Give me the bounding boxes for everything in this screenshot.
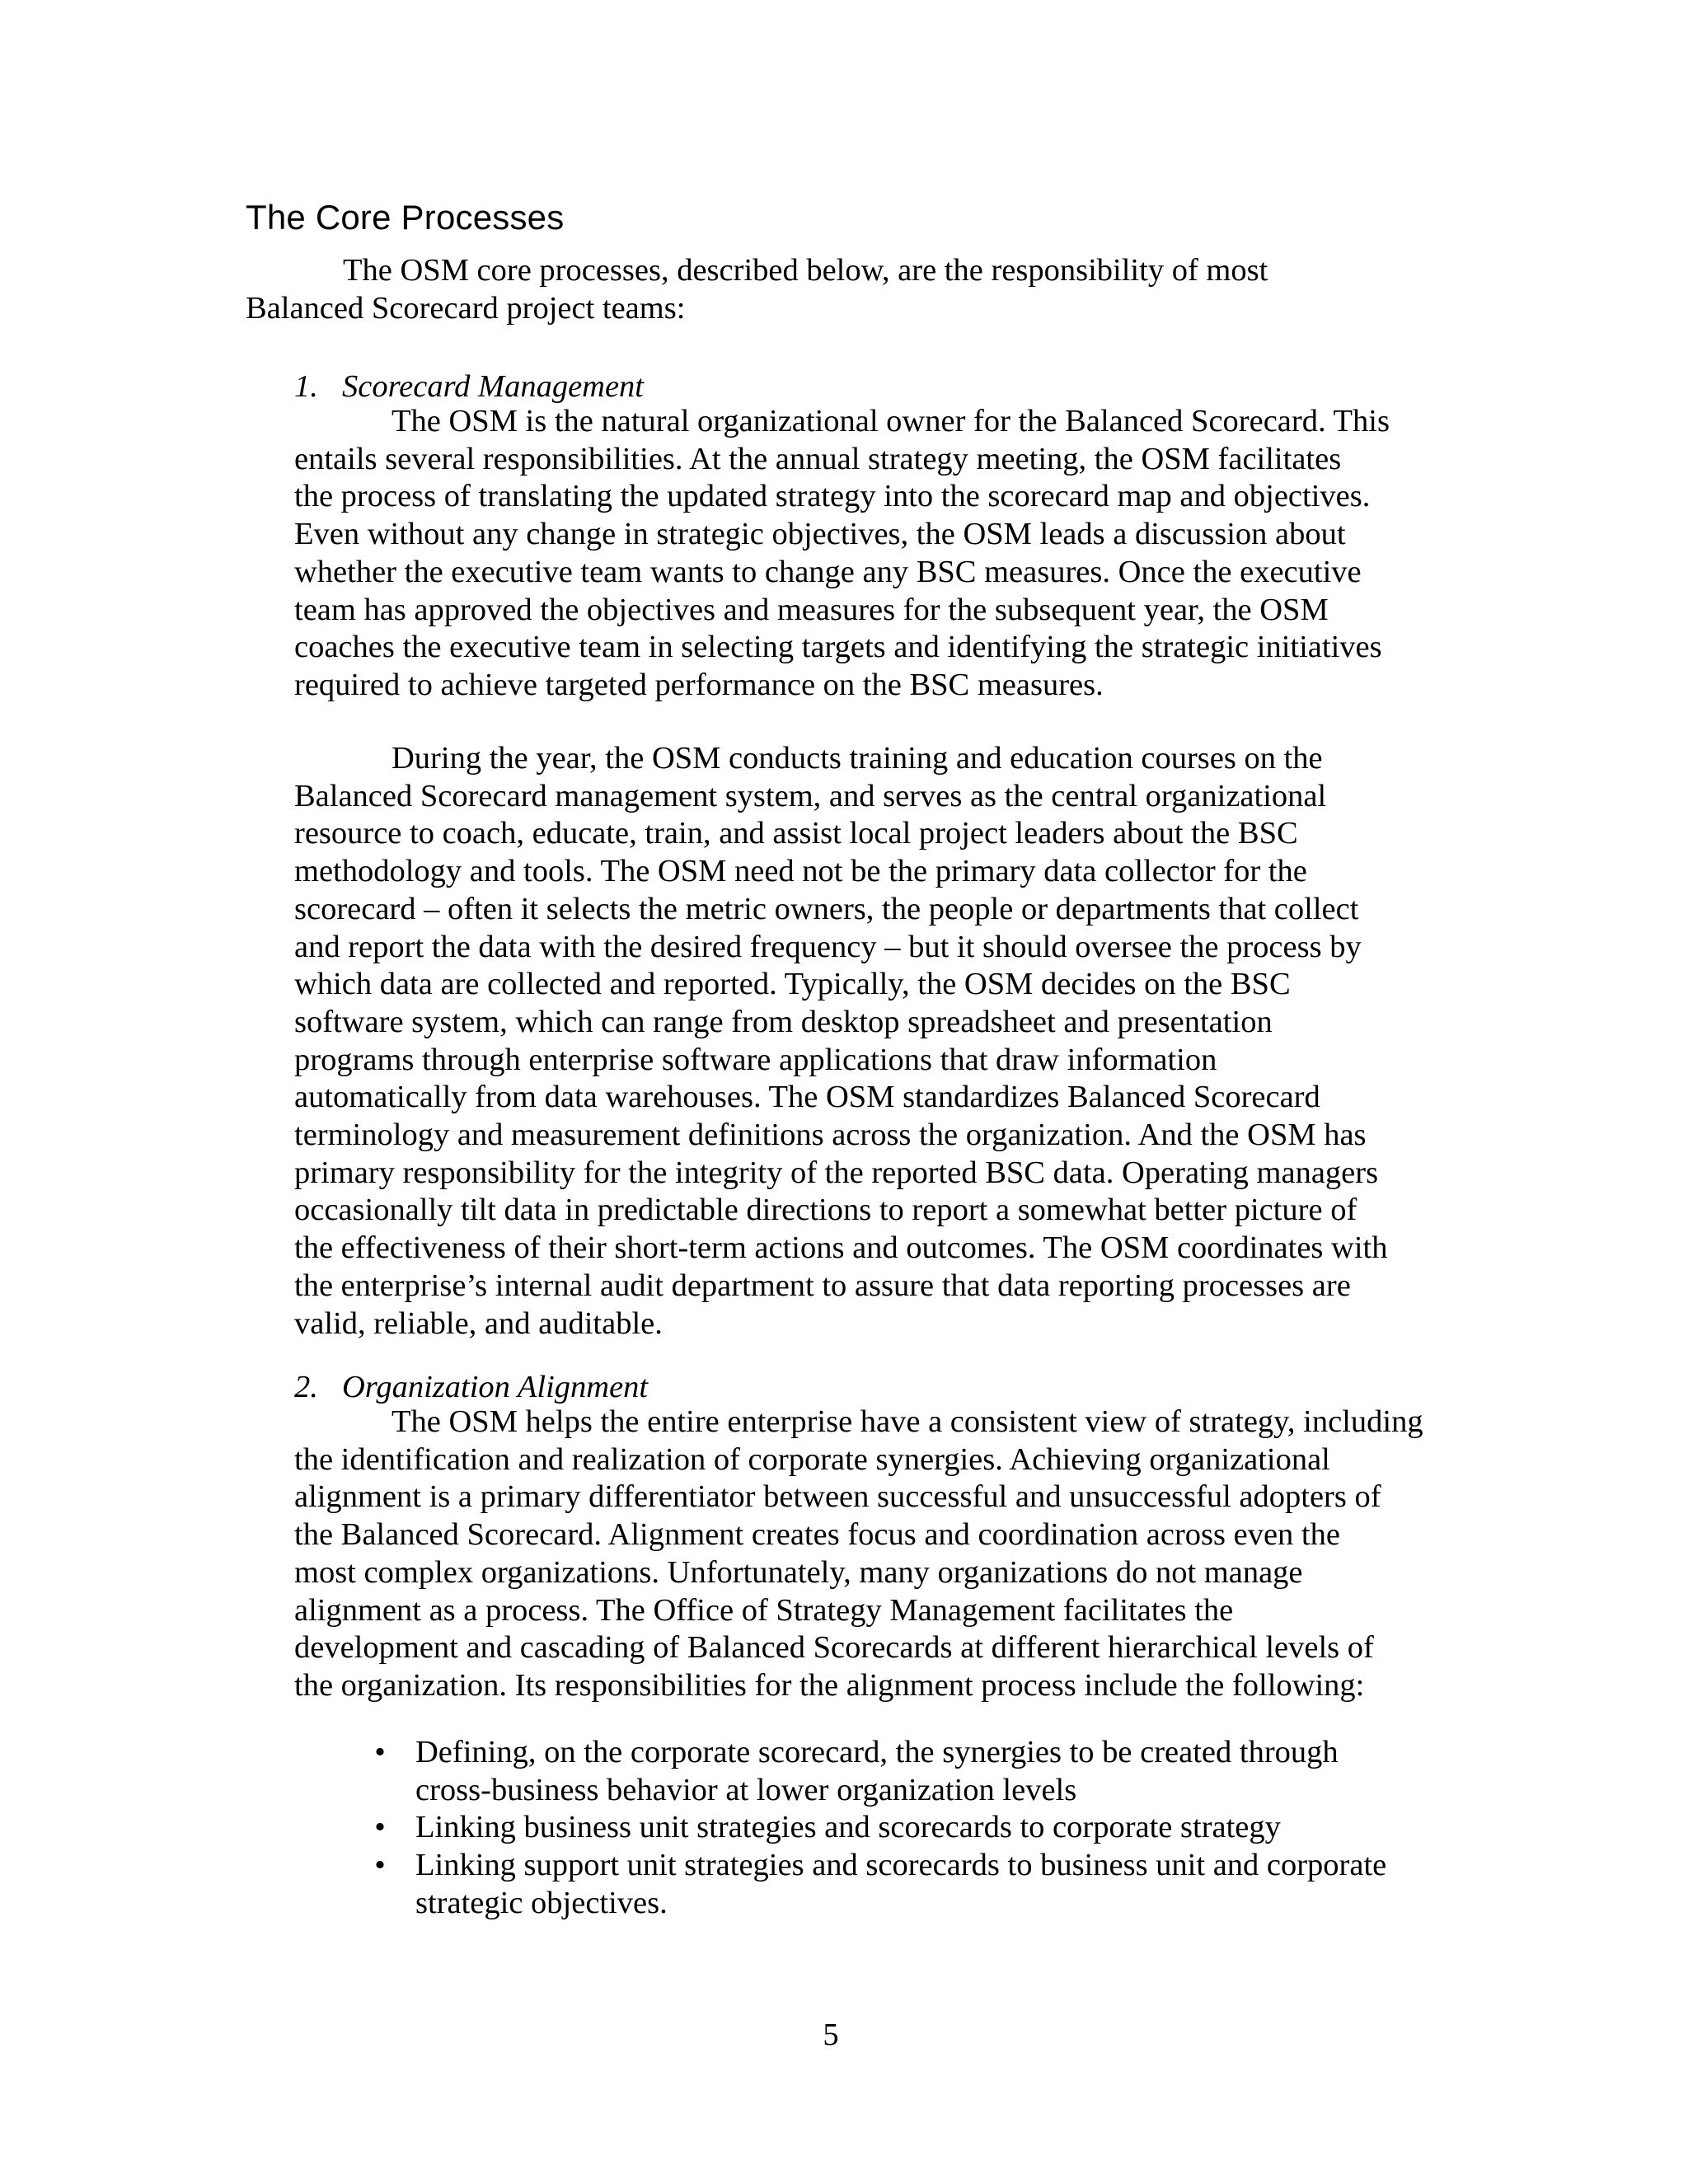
item-1-heading <box>294 368 644 405</box>
list-item <box>363 1734 1484 1809</box>
bullet-icon: • <box>374 1735 386 1769</box>
item-1-title: Scorecard Management <box>342 369 644 404</box>
text-line: the identification and realization of corporate synergies. Achieving organizational <box>294 1441 1330 1477</box>
text-line: methodology and tools. The OSM need not be the primary data collector for the <box>294 854 1307 889</box>
text-line: Even without any change in strategic objectives, the OSM leads a discussion about <box>294 517 1346 552</box>
text-line: team has approved the objectives and measures for the subsequent year, the OSM <box>294 592 1329 627</box>
text-line: software system, which can range from desktop spreadsheet and presentation <box>294 1004 1273 1039</box>
text-line: which data are collected and reported. Typically, the OSM decides on the BSC <box>294 967 1291 1002</box>
text-line: the effectiveness of their short-term actions and outcomes. The OSM coordinates with <box>294 1230 1388 1266</box>
text-line: and report the data with the desired frequency – but it should oversee the process by <box>294 929 1362 964</box>
list-item <box>363 1809 1484 1847</box>
item-2-number: 2. <box>294 1370 318 1404</box>
item-1-paragraph-1 <box>294 403 1448 705</box>
section-heading: The Core Processes <box>246 198 565 237</box>
text-line: Defining, on the corporate scorecard, the synergies to be created through <box>415 1735 1339 1769</box>
text-line: cross-business behavior at lower organization levels <box>415 1772 1077 1807</box>
item-2-title: Organization Alignment <box>342 1370 649 1404</box>
item-2-paragraph-1 <box>294 1404 1448 1705</box>
text-line: strategic objectives. <box>415 1885 668 1920</box>
text-line: occasionally tilt data in predictable directions to report a somewhat better picture of <box>294 1193 1357 1228</box>
text-line: During the year, the OSM conducts training and education courses on the <box>392 741 1323 776</box>
text-line: the Balanced Scorecard. Alignment creates focus and coordination across even the <box>294 1517 1340 1553</box>
text-line: alignment as a process. The Office of Strategy Management facilitates the <box>294 1592 1234 1628</box>
text-line: entails several responsibilities. At the annual strategy meeting, the OSM facilitates <box>294 441 1342 476</box>
text-line: programs through enterprise software applications that draw information <box>294 1042 1217 1077</box>
text-line: alignment is a primary differentiator between successful and unsuccessful adopters of <box>294 1479 1381 1515</box>
intro-line-1: The OSM core processes, described below, are the responsibility of most <box>343 253 1268 288</box>
text-line: Linking support unit strategies and scorecards to business unit and corporate <box>415 1848 1387 1883</box>
text-line: coaches the executive team in selecting targets and identifying the strategic initiatives <box>294 630 1382 665</box>
item-1-number: 1. <box>294 369 318 404</box>
text-line: The OSM helps the entire enterprise have a consistent view of strategy, including <box>392 1404 1423 1439</box>
text-line: automatically from data warehouses. The OSM standardizes Balanced Scorecard <box>294 1080 1320 1115</box>
item-2-heading <box>294 1368 648 1406</box>
bullet-icon: • <box>374 1810 386 1845</box>
text-line: terminology and measurement definitions across the organization. And the OSM has <box>294 1118 1367 1153</box>
intro-paragraph <box>246 252 1400 327</box>
intro-line-2: Balanced Scorecard project teams: <box>246 290 686 326</box>
text-line: Balanced Scorecard management system, and serves as the central organizational <box>294 778 1327 813</box>
text-line: primary responsibility for the integrity of the reported BSC data. Operating managers <box>294 1155 1379 1190</box>
text-line: The OSM is the natural organizational owner for the Balanced Scorecard. This <box>392 404 1390 438</box>
text-line: valid, reliable, and auditable. <box>294 1305 663 1341</box>
page-number: 5 <box>823 2018 839 2052</box>
text-line: Linking business unit strategies and scorecards to corporate strategy <box>415 1810 1281 1845</box>
bullet-icon: • <box>374 1848 386 1883</box>
text-line: the process of translating the updated strategy into the scorecard map and objectives. <box>294 479 1371 514</box>
item-1-paragraph-2 <box>294 740 1448 1343</box>
text-line: the organization. Its responsibilities for the alignment process include the following: <box>294 1667 1365 1703</box>
text-line: development and cascading of Balanced Scorecards at different hierarchical levels of <box>294 1630 1374 1666</box>
text-line: most complex organizations. Unfortunately, many organizations do not manage <box>294 1554 1303 1590</box>
text-line: scorecard – often it selects the metric owners, the people or departments that collect <box>294 891 1359 926</box>
text-line: resource to coach, educate, train, and assist local project leaders about the BSC <box>294 816 1298 851</box>
list-item <box>363 1847 1484 1922</box>
alignment-responsibilities-list <box>363 1734 1484 1923</box>
text-line: whether the executive team wants to change any BSC measures. Once the executive <box>294 554 1362 589</box>
text-line: the enterprise’s internal audit department to assure that data reporting processes are <box>294 1268 1351 1303</box>
text-line: required to achieve targeted performance on the BSC measures. <box>294 667 1104 702</box>
